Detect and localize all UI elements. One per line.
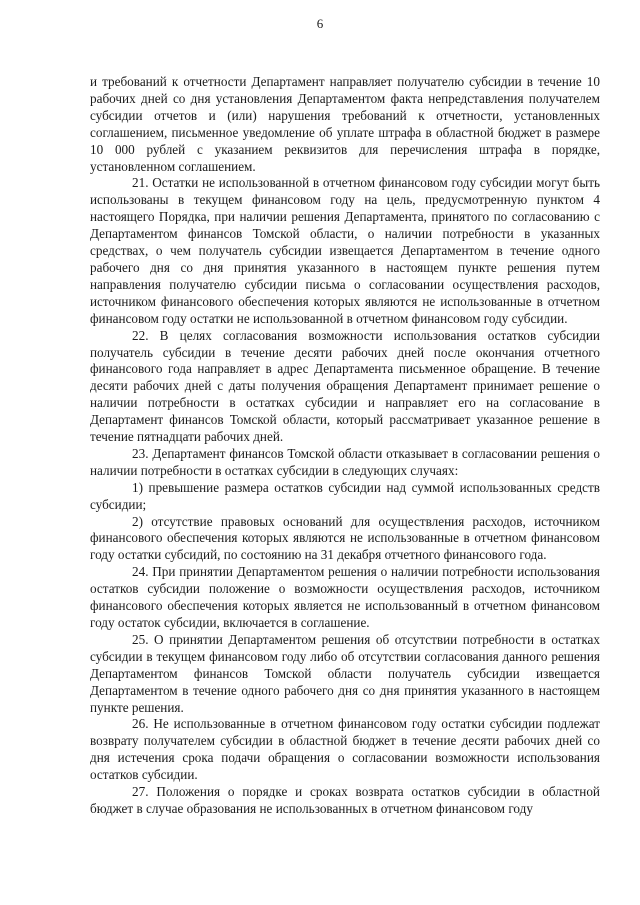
document-body bbox=[90, 74, 600, 818]
paragraph-continuation: и требований к отчетности Департамент направляет получателю субсидии в течение 10 рабочих дней со дня установления Департаментом факта непредставления получателем субсидии отчетов и (или) нарушения требований к отчетности, установленных соглашением, письменное уведомление об уплате штрафа в областной бюджет в размере 10 000 рублей с указанием реквизитов для перечисления штрафа в порядке, установленном соглашением. bbox=[90, 74, 600, 174]
paragraph-23-item-2: 2) отсутствие правовых оснований для осуществления расходов, источником финансового обеспечения которых являются не использованные в отчетном финансовом году остатки субсидий, по состоянию на 31 декабря отчетного финансового года. bbox=[90, 513, 600, 563]
paragraph-22: 22. В целях согласования возможности использования остатков субсидии получатель субсидии в течение десяти рабочих дней после окончания отчетного финансового года направляет в адрес Департамента письменное обращение. В течение десяти рабочих дней с даты получения обращения Департамент принимает решение о наличии потребности в остатках субсидии и направляет его на согласование в Департамент финансов Томской области, который рассматривает указанное решение в течение пятнадцати рабочих дней. bbox=[90, 327, 600, 445]
paragraph-27: 27. Положения о порядке и сроках возврата остатков субсидии в областной бюджет в случае образования не использованных в отчетном финансовом году bbox=[90, 784, 600, 816]
paragraph-21: 21. Остатки не использованной в отчетном финансовом году субсидии могут быть использованы в текущем финансовом году на цель, предусмотренную пунктом 4 настоящего Порядка, при наличии решения Департамента, принятого по согласованию с Департаментом финансов Томской области, о наличии потребности в указанных средствах, о чем получатель субсидии извещается Департаментом в течение одного рабочего дня со дня принятия указанного в настоящем пункте решения путем направления получателю субсидии письма о согласовании осуществления расходов, источником финансового обеспечения которых являются не использованные в отчетном финансовом году остатки не использованной в отчетном финансовом году субсидии. bbox=[90, 175, 600, 326]
paragraph-25: 25. О принятии Департаментом решения об отсутствии потребности в остатках субсидии в текущем финансовом году либо об отсутствии согласования данного решения Департаментом финансов Томской области получатель субсидии извещается Департаментом в течение одного рабочего дня со дня принятия указанного в настоящем пункте решения. bbox=[90, 631, 600, 715]
paragraph-24: 24. При принятии Департаментом решения о наличии потребности использования остатков субсидии положение о возможности осуществления расходов, источником финансового обеспечения которых является не использованный в отчетном финансовом году остаток субсидии, включается в соглашение. bbox=[90, 564, 600, 630]
paragraph-26: 26. Не использованные в отчетном финансовом году остатки субсидии подлежат возврату получателем субсидии в областной бюджет в течение десяти рабочих дней со дня истечения срока подачи обращения о согласовании возможности использования остатков субсидии. bbox=[90, 716, 600, 783]
paragraph-23-item-1: 1) превышение размера остатков субсидии над суммой использованных средств субсидии; bbox=[90, 479, 600, 512]
paragraph-23: 23. Департамент финансов Томской области отказывает в согласовании решения о наличии потребности в остатках субсидии в следующих случаях: bbox=[90, 445, 600, 478]
page-number: 6 bbox=[316, 16, 324, 31]
